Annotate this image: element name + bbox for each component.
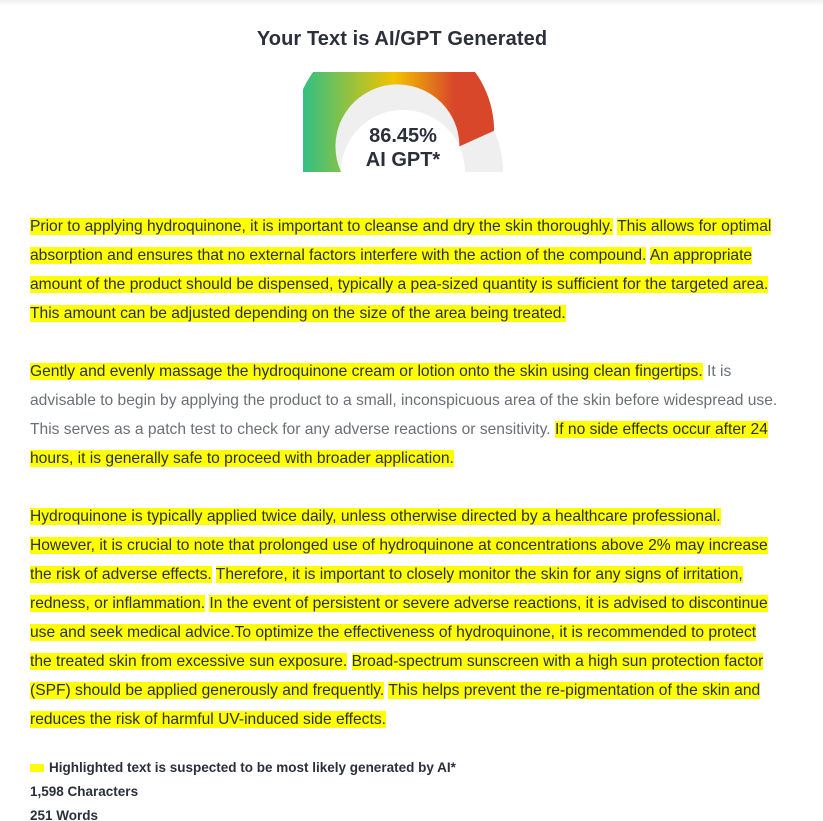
text-paragraph: [30, 502, 782, 734]
ai-highlighted-sentence: This helps prevent the re-pigmentation of the skin and reduces the risk of harmful UV-induced side effects.: [30, 682, 761, 728]
text-paragraph: [30, 357, 782, 473]
word-count: 251 Words: [30, 808, 99, 821]
top-shadow: [0, 0, 823, 6]
ai-highlighted-sentence: An appropriate amount of the product should be dispensed, typically a pea-sized quantity is sufficient for the targeted area.: [30, 247, 769, 293]
ai-highlighted-sentence: This allows for optimal absorption and ensures that no external factors interfere with the action of the compound.: [30, 218, 772, 264]
result-footer: [30, 756, 730, 821]
character-count: 1,598 Characters: [30, 784, 139, 799]
human-text-segment: [347, 653, 351, 670]
ai-highlighted-sentence: Hydroquinone is typically applied twice daily, unless otherwise directed by a healthcare professional.: [30, 508, 721, 525]
human-text-segment: It is advisable to begin by applying the product to a small, inconspicuous area of the skin before widespread use. This serves as a patch test to check for any adverse reactions or sensitivity.: [30, 363, 778, 438]
ai-score-gauge: [303, 72, 503, 172]
ai-highlighted-sentence: However, it is crucial to note that prolonged use of hydroquinone at concentrations above 2% may increase the risk of adverse effects.: [30, 537, 768, 583]
ai-percentage: 86.45%: [369, 125, 437, 147]
ai-highlighted-sentence: Therefore, it is important to closely monitor the skin for any signs of irritation, redness, or inflammation.: [30, 566, 743, 612]
highlight-swatch: [30, 764, 44, 772]
ai-gpt-label: AI GPT*: [365, 149, 441, 171]
ai-highlighted-sentence: Prior to applying hydroquinone, it is important to cleanse and dry the skin thoroughly.: [30, 218, 614, 235]
analyzed-text: [30, 212, 782, 763]
result-title: Your Text is AI/GPT Generated: [256, 28, 548, 50]
text-paragraph: [30, 212, 782, 328]
ai-highlighted-sentence: If no side effects occur after 24 hours, it is generally safe to proceed with broader application.: [30, 421, 768, 467]
ai-highlighted-sentence: In the event of persistent or severe adverse reactions, it is advised to discontinue use and seek medical advice.To optimize the effectiveness of hydroquinone, it is recommended to protect the treated skin from excessive sun exposure.: [30, 595, 768, 670]
ai-highlighted-sentence: Gently and evenly massage the hydroquinone cream or lotion onto the skin using clean fingertips.: [30, 363, 703, 380]
highlight-legend: [30, 756, 730, 780]
legend-text: Highlighted text is suspected to be most likely generated by AI*: [49, 760, 456, 775]
gauge-readout: [303, 124, 503, 172]
ai-highlighted-sentence: Broad-spectrum sunscreen with a high sun protection factor (SPF) should be applied generously and frequently.: [30, 653, 764, 699]
ai-highlighted-sentence: This amount can be adjusted depending on the size of the area being treated.: [30, 305, 566, 322]
